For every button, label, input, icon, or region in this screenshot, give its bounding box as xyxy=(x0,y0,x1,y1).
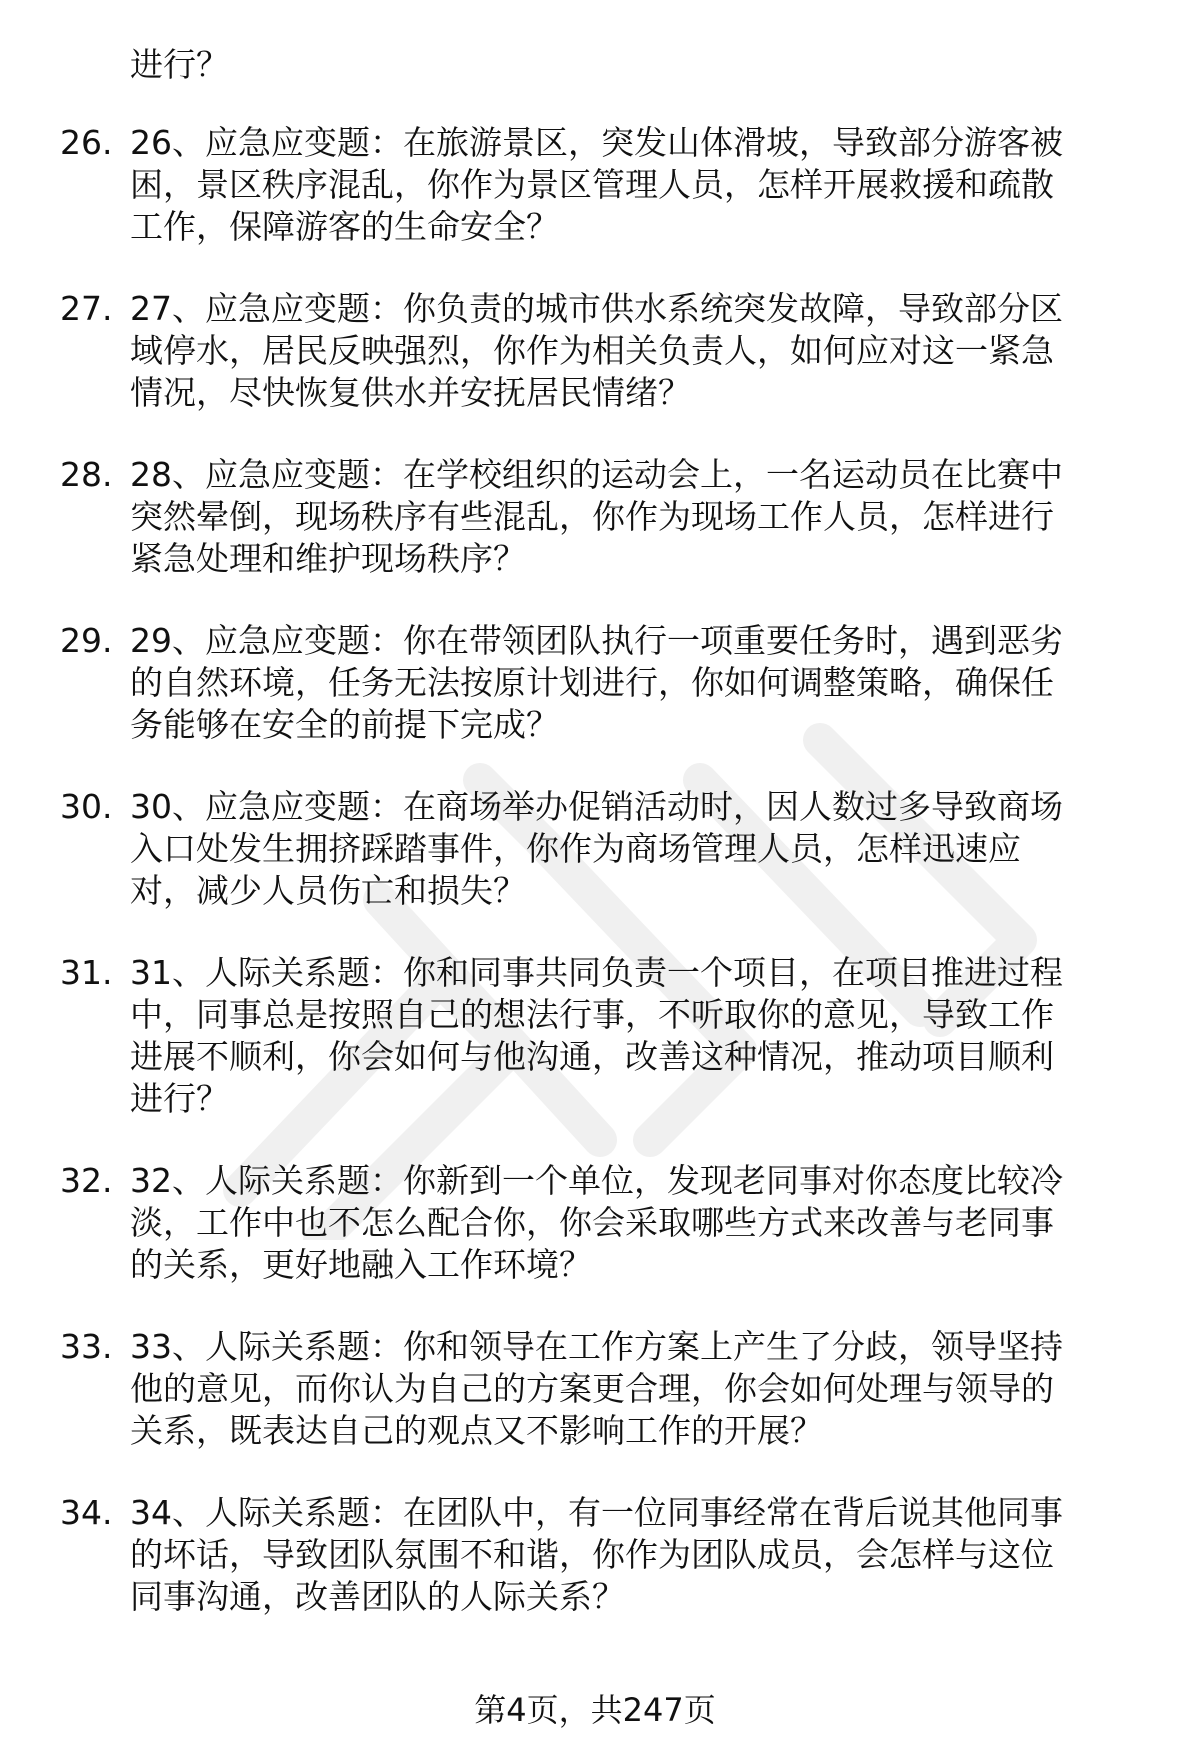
question-line: 27、应急应变题：你负责的城市供水系统突发故障，导致部分区 xyxy=(130,289,1063,328)
question-line: 困，景区秩序混乱，你作为景区管理人员，怎样开展救援和疏散 xyxy=(130,165,1054,204)
question-item xyxy=(60,122,1150,248)
question-number: 29. xyxy=(60,621,113,660)
question-line: 26、应急应变题：在旅游景区，突发山体滑坡，导致部分游客被 xyxy=(130,123,1063,162)
question-text xyxy=(130,288,1150,414)
question-item xyxy=(60,288,1150,414)
question-line: 情况，尽快恢复供水并安抚居民情绪？ xyxy=(130,373,691,412)
question-line: 33、人际关系题：你和领导在工作方案上产生了分歧，领导坚持 xyxy=(130,1327,1063,1366)
question-list xyxy=(60,122,1150,1618)
question-text xyxy=(130,1326,1150,1452)
question-line: 32、人际关系题：你新到一个单位，发现老同事对你态度比较冷 xyxy=(130,1161,1063,1200)
question-line: 30、应急应变题：在商场举办促销活动时，因人数过多导致商场 xyxy=(130,787,1063,826)
question-item xyxy=(60,786,1150,912)
question-line: 突然晕倒，现场秩序有些混乱，你作为现场工作人员，怎样进行 xyxy=(130,497,1054,536)
question-item xyxy=(60,1492,1150,1618)
question-text xyxy=(130,952,1150,1120)
question-number: 27. xyxy=(60,289,113,328)
question-number: 33. xyxy=(60,1327,113,1366)
question-line: 中，同事总是按照自己的想法行事，不听取你的意见，导致工作 xyxy=(130,995,1054,1034)
question-line: 工作，保障游客的生命安全？ xyxy=(130,207,559,246)
page-footer: 第4页，共247页 xyxy=(474,1691,716,1729)
question-line: 务能够在安全的前提下完成？ xyxy=(130,705,559,744)
question-number: 31. xyxy=(60,953,113,992)
question-number: 28. xyxy=(60,455,113,494)
question-text xyxy=(130,454,1150,580)
question-item xyxy=(60,1326,1150,1452)
question-text xyxy=(130,122,1150,248)
question-number: 26. xyxy=(60,123,113,162)
question-line: 31、人际关系题：你和同事共同负责一个项目，在项目推进过程 xyxy=(130,953,1063,992)
question-line: 淡，工作中也不怎么配合你，你会采取哪些方式来改善与老同事 xyxy=(130,1203,1054,1242)
continuation-text: 进行？ xyxy=(130,45,229,84)
question-text xyxy=(130,620,1150,746)
question-line: 的自然环境，任务无法按原计划进行，你如何调整策略，确保任 xyxy=(130,663,1054,702)
question-number: 30. xyxy=(60,787,113,826)
question-line: 紧急处理和维护现场秩序？ xyxy=(130,539,526,578)
question-line: 29、应急应变题：你在带领团队执行一项重要任务时，遇到恶劣 xyxy=(130,621,1063,660)
question-line: 同事沟通，改善团队的人际关系？ xyxy=(130,1577,625,1616)
question-line: 域停水，居民反映强烈，你作为相关负责人，如何应对这一紧急 xyxy=(130,331,1054,370)
question-line: 的关系，更好地融入工作环境？ xyxy=(130,1245,592,1284)
question-item xyxy=(60,952,1150,1120)
question-line: 入口处发生拥挤踩踏事件，你作为商场管理人员，怎样迅速应 xyxy=(130,829,1021,868)
question-text xyxy=(130,1492,1150,1618)
question-item xyxy=(60,454,1150,580)
question-line: 28、应急应变题：在学校组织的运动会上，一名运动员在比赛中 xyxy=(130,455,1063,494)
document-body xyxy=(60,44,1150,1658)
question-line: 进展不顺利，你会如何与他沟通，改善这种情况，推动项目顺利 xyxy=(130,1037,1054,1076)
question-line: 的坏话，导致团队氛围不和谐，你作为团队成员，会怎样与这位 xyxy=(130,1535,1054,1574)
question-item xyxy=(60,1160,1150,1286)
question-text xyxy=(130,1160,1150,1286)
question-number: 32. xyxy=(60,1161,113,1200)
question-item xyxy=(60,620,1150,746)
question-line: 他的意见，而你认为自己的方案更合理，你会如何处理与领导的 xyxy=(130,1369,1054,1408)
question-line: 进行？ xyxy=(130,1079,229,1118)
question-text xyxy=(130,786,1150,912)
question-line: 关系，既表达自己的观点又不影响工作的开展？ xyxy=(130,1411,823,1450)
question-line: 对，减少人员伤亡和损失？ xyxy=(130,871,526,910)
question-number: 34. xyxy=(60,1493,113,1532)
question-line: 34、人际关系题：在团队中，有一位同事经常在背后说其他同事 xyxy=(130,1493,1063,1532)
